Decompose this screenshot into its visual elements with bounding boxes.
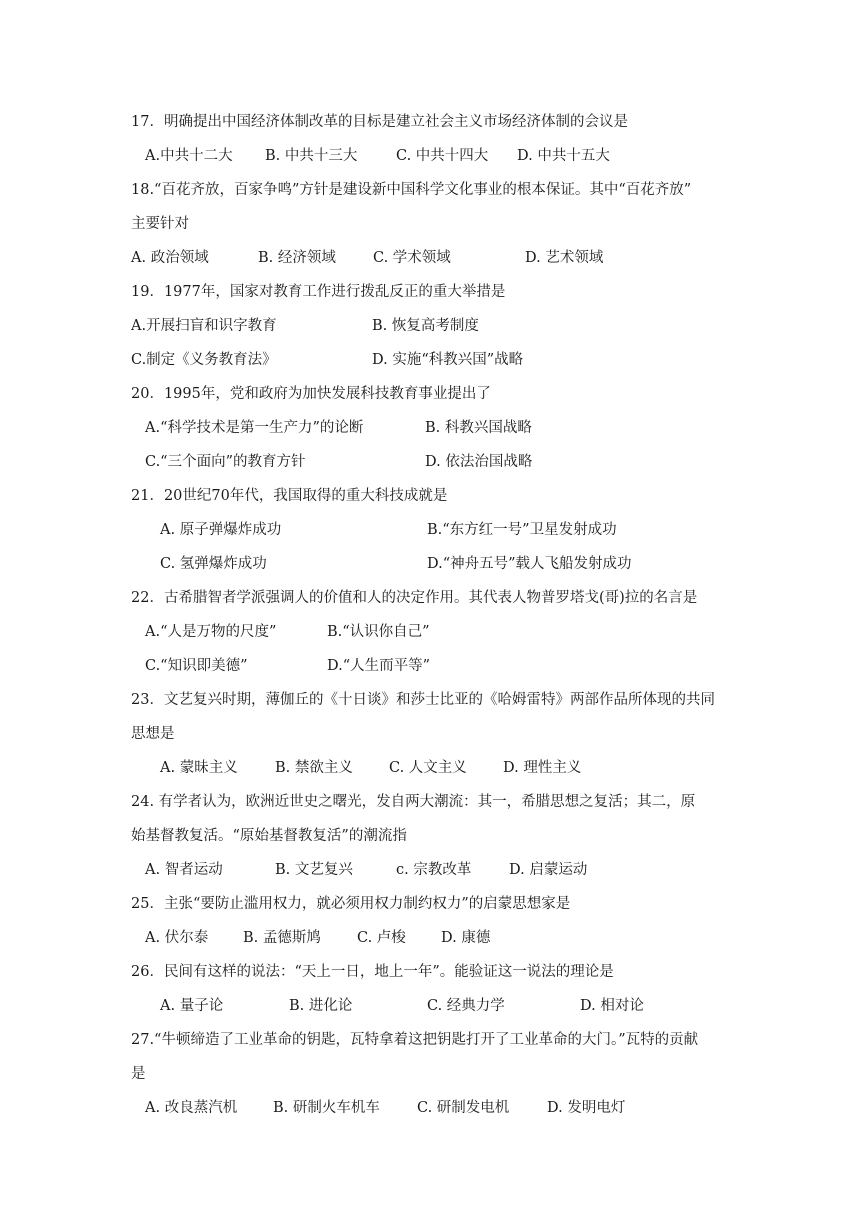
question-20-stem: 20．1995年，党和政府为加快发展科技教育事业提出了: [131, 386, 491, 402]
option-d: D. 康德: [441, 930, 491, 946]
option-a: A. 改良蒸汽机: [145, 1100, 238, 1116]
option-c: C.“知识即美德”: [145, 658, 248, 674]
option-c: C. 中共十四大: [396, 148, 489, 164]
option-b: B. 禁欲主义: [275, 760, 353, 776]
option-b: B.“东方红一号”卫星发射成功: [427, 522, 617, 538]
option-d: D.“人生而平等”: [327, 658, 431, 674]
option-b: B. 孟德斯鸠: [243, 930, 321, 946]
option-d: D. 依法治国战略: [425, 454, 533, 470]
question-21-stem: 21．20世纪70年代，我国取得的重大科技成就是: [131, 488, 448, 504]
option-d: D. 发明电灯: [547, 1100, 626, 1116]
option-b: B. 进化论: [289, 998, 353, 1014]
option-c: C. 经典力学: [427, 998, 505, 1014]
option-a: A.“科学技术是第一生产力”的论断: [145, 420, 364, 436]
option-b: B. 经济领域: [258, 250, 336, 266]
option-d: D. 艺术领域: [525, 250, 604, 266]
option-a: A. 伏尔泰: [145, 930, 209, 946]
option-a: A. 量子论: [160, 998, 224, 1014]
option-b: B. 恢复高考制度: [372, 318, 479, 334]
option-c: C. 氢弹爆炸成功: [160, 556, 267, 572]
question-22-stem: 22．古希腊智者学派强调人的价值和人的决定作用。其代表人物普罗塔戈(哥)拉的名言是: [131, 590, 698, 606]
option-c: C. 卢梭: [357, 930, 406, 946]
question-25-stem: 25．主张“要防止滥用权力，就必须用权力制约权力”的启蒙思想家是: [131, 896, 571, 912]
option-d: D.“神舟五号”载人飞船发射成功: [427, 556, 632, 572]
question-23-stem-line-2: 思想是: [131, 726, 175, 742]
option-d: D. 理性主义: [503, 760, 582, 776]
option-d: D. 中共十五大: [517, 148, 610, 164]
question-18-stem-line-1: 18.“百花齐放，百家争鸣”方针是建设新中国科学文化事业的根本保证。其中“百花齐放”: [131, 182, 692, 198]
option-c: C. 学术领域: [373, 250, 451, 266]
option-b: B. 中共十三大: [265, 148, 358, 164]
option-a: A. 原子弹爆炸成功: [160, 522, 282, 538]
option-b: B. 文艺复兴: [275, 862, 353, 878]
option-b: B. 研制火车机车: [273, 1100, 380, 1116]
option-c: c. 宗教改革: [396, 862, 472, 878]
option-c: C.制定《义务教育法》: [131, 352, 277, 368]
option-a: A. 政治领域: [131, 250, 209, 266]
question-18-stem-line-2: 主要针对: [131, 216, 189, 232]
option-b: B. 科教兴国战略: [425, 420, 532, 436]
option-c: C.“三个面向”的教育方针: [145, 454, 306, 470]
option-c: C. 研制发电机: [417, 1100, 510, 1116]
option-a: A.中共十二大: [145, 148, 233, 164]
option-c: C. 人文主义: [389, 760, 467, 776]
option-a: A. 智者运动: [145, 862, 223, 878]
question-27-stem-line-1: 27.“牛顿缔造了工业革命的钥匙，瓦特拿着这把钥匙打开了工业革命的大门。”瓦特的贡献: [131, 1032, 699, 1048]
question-24-stem-line-1: 24. 有学者认为，欧洲近世史之曙光，发自两大潮流：其一，希腊思想之复活；其二，原: [131, 794, 696, 810]
question-26-stem: 26．民间有这样的说法：“天上一日，地上一年”。能验证这一说法的理论是: [131, 964, 614, 980]
option-a: A.“人是万物的尺度”: [145, 624, 277, 640]
option-d: D. 启蒙运动: [509, 862, 588, 878]
option-a: A. 蒙昧主义: [160, 760, 238, 776]
option-d: D. 相对论: [580, 998, 644, 1014]
question-27-stem-line-2: 是: [131, 1066, 146, 1082]
question-19-stem: 19．1977年，国家对教育工作进行拨乱反正的重大举措是: [131, 284, 506, 300]
question-17-stem: 17．明确提出中国经济体制改革的目标是建立社会主义市场经济体制的会议是: [131, 114, 628, 130]
option-d: D. 实施“科教兴国”战略: [372, 352, 524, 368]
question-24-stem-line-2: 始基督教复活。“原始基督教复活”的潮流指: [131, 828, 407, 844]
question-23-stem-line-1: 23．文艺复兴时期，薄伽丘的《十日谈》和莎士比亚的《哈姆雷特》两部作品所体现的共同: [131, 692, 715, 708]
option-b: B.“认识你自己”: [327, 624, 430, 640]
option-a: A.开展扫盲和识字教育: [131, 318, 277, 334]
